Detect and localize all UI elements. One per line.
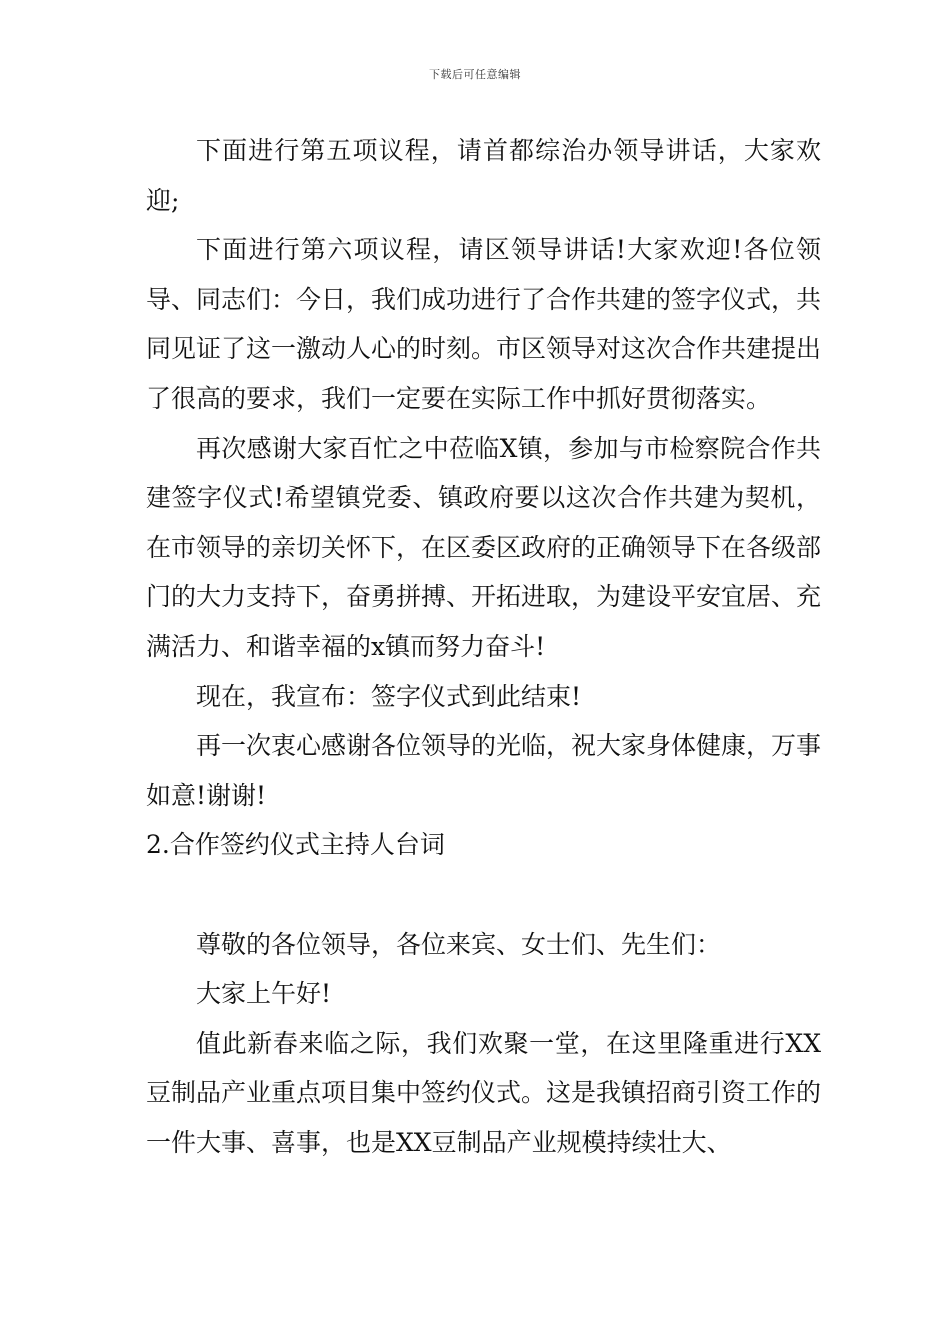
page-header-note: 下载后可任意编辑 [429, 68, 521, 81]
blank-line [146, 870, 821, 920]
document-body [146, 126, 821, 1167]
paragraph-thanks: 再次感谢大家百忙之中莅临X镇，参加与市检察院合作共建签字仪式!希望镇党委、镇政府要以这次合作共建为契机，在市领导的亲切关怀下，在区委区政府的正确领导下在各级部门的大力支持下，奋勇拼搏、开拓进取，为建设平安宜居、充满活力、和谐幸福的x镇而努力奋斗! [146, 433, 822, 661]
paragraph-opening: 值此新春来临之际，我们欢聚一堂，在这里隆重进行XX豆制品产业重点项目集中签约仪式。这是我镇招商引资工作的一件大事、喜事，也是XX豆制品产业规模持续壮大、 [146, 1028, 822, 1157]
section-heading: 2.合作签约仪式主持人台词 [146, 830, 445, 860]
paragraph-agenda-six: 下面进行第六项议程，请区领导讲话!大家欢迎!各位领导、同志们：今日，我们成功进行了合作共建的签字仪式，共同见证了这一激动人心的时刻。市区领导对这次合作共建提出了很高的要求，我们一定要在实际工作中抓好贯彻落实。 [146, 235, 822, 413]
paragraph-announcement: 现在，我宣布：签字仪式到此结束! [196, 681, 582, 711]
paragraph-greeting: 大家上午好! [196, 979, 332, 1009]
paragraph-closing: 再一次衷心感谢各位领导的光临，祝大家身体健康，万事如意!谢谢! [146, 731, 822, 810]
paragraph-agenda-five: 下面进行第五项议程，请首都综治办领导讲话，大家欢迎; [146, 136, 821, 215]
paragraph-salutation: 尊敬的各位领导，各位来宾、女士们、先生们： [196, 929, 722, 959]
